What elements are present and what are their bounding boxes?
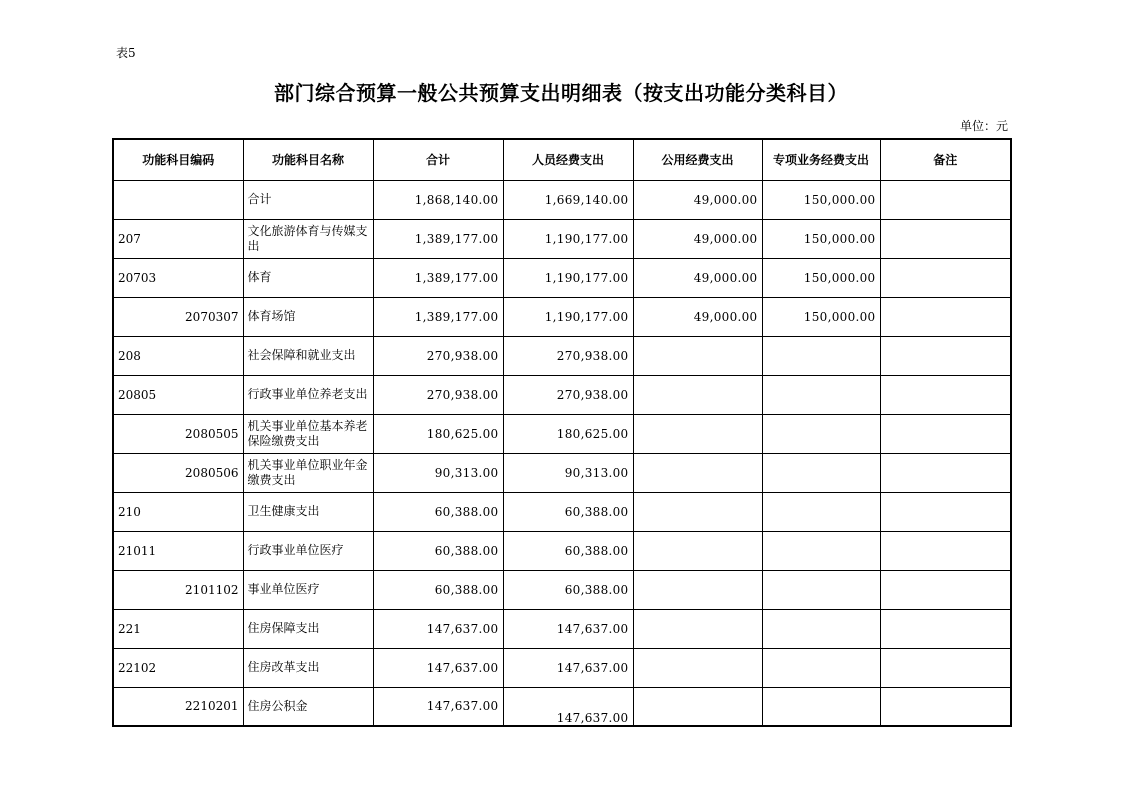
special-cell <box>762 648 880 687</box>
note-cell <box>880 414 1011 453</box>
personnel-cell: 147,637.00 <box>503 609 633 648</box>
column-header: 合计 <box>373 139 503 180</box>
public-cell <box>633 492 762 531</box>
special-cell: 150,000.00 <box>762 297 880 336</box>
code-cell: 207 <box>113 219 243 258</box>
name-cell: 行政事业单位医疗 <box>243 531 373 570</box>
personnel-cell: 1,669,140.00 <box>503 180 633 219</box>
name-cell: 事业单位医疗 <box>243 570 373 609</box>
note-cell <box>880 375 1011 414</box>
name-cell: 住房公积金 <box>243 687 373 726</box>
public-cell: 49,000.00 <box>633 258 762 297</box>
total-cell: 270,938.00 <box>373 336 503 375</box>
total-cell: 147,637.00 <box>373 609 503 648</box>
personnel-cell: 180,625.00 <box>503 414 633 453</box>
note-cell <box>880 570 1011 609</box>
note-cell <box>880 453 1011 492</box>
code-cell: 210 <box>113 492 243 531</box>
note-cell <box>880 609 1011 648</box>
name-cell: 机关事业单位职业年金缴费支出 <box>243 453 373 492</box>
table-row <box>113 609 1011 648</box>
form-code: 表5 <box>116 46 136 60</box>
special-cell <box>762 375 880 414</box>
code-cell: 20703 <box>113 258 243 297</box>
code-cell: 2101102 <box>113 570 243 609</box>
special-cell: 150,000.00 <box>762 258 880 297</box>
total-cell: 1,868,140.00 <box>373 180 503 219</box>
personnel-cell: 147,637.00 <box>503 648 633 687</box>
unit-label: 单位：元 <box>959 119 1008 133</box>
total-cell: 60,388.00 <box>373 531 503 570</box>
table-body <box>113 180 1011 726</box>
public-cell <box>633 648 762 687</box>
special-cell <box>762 492 880 531</box>
table-row <box>113 219 1011 258</box>
code-cell: 22102 <box>113 648 243 687</box>
code-cell: 21011 <box>113 531 243 570</box>
code-cell: 2080505 <box>113 414 243 453</box>
code-cell: 221 <box>113 609 243 648</box>
total-cell: 147,637.00 <box>373 687 503 726</box>
table-row <box>113 492 1011 531</box>
table-row <box>113 687 1011 726</box>
total-cell: 180,625.00 <box>373 414 503 453</box>
public-cell <box>633 570 762 609</box>
personnel-cell: 1,190,177.00 <box>503 219 633 258</box>
special-cell <box>762 687 880 726</box>
personnel-cell: 270,938.00 <box>503 336 633 375</box>
personnel-cell: 60,388.00 <box>503 531 633 570</box>
code-cell: 2070307 <box>113 297 243 336</box>
code-cell: 208 <box>113 336 243 375</box>
public-cell: 49,000.00 <box>633 180 762 219</box>
public-cell <box>633 336 762 375</box>
total-cell: 90,313.00 <box>373 453 503 492</box>
special-cell: 150,000.00 <box>762 180 880 219</box>
total-cell: 1,389,177.00 <box>373 219 503 258</box>
code-cell <box>113 180 243 219</box>
table-row <box>113 258 1011 297</box>
code-cell: 2210201 <box>113 687 243 726</box>
note-cell <box>880 297 1011 336</box>
total-cell: 1,389,177.00 <box>373 297 503 336</box>
total-cell: 1,389,177.00 <box>373 258 503 297</box>
personnel-cell: 60,388.00 <box>503 570 633 609</box>
budget-table <box>112 138 1012 727</box>
personnel-cell: 1,190,177.00 <box>503 297 633 336</box>
note-cell <box>880 687 1011 726</box>
header-row <box>113 139 1011 180</box>
table-row <box>113 414 1011 453</box>
note-cell <box>880 219 1011 258</box>
public-cell: 49,000.00 <box>633 297 762 336</box>
table-row <box>113 648 1011 687</box>
name-cell: 合计 <box>243 180 373 219</box>
public-cell <box>633 414 762 453</box>
column-header: 专项业务经费支出 <box>762 139 880 180</box>
table-row <box>113 336 1011 375</box>
special-cell: 150,000.00 <box>762 219 880 258</box>
total-cell: 147,637.00 <box>373 648 503 687</box>
special-cell <box>762 336 880 375</box>
special-cell <box>762 453 880 492</box>
personnel-cell: 1,190,177.00 <box>503 258 633 297</box>
note-cell <box>880 648 1011 687</box>
name-cell: 机关事业单位基本养老保险缴费支出 <box>243 414 373 453</box>
note-cell <box>880 258 1011 297</box>
name-cell: 住房保障支出 <box>243 609 373 648</box>
column-header: 人员经费支出 <box>503 139 633 180</box>
table-row <box>113 570 1011 609</box>
public-cell: 49,000.00 <box>633 219 762 258</box>
column-header: 公用经费支出 <box>633 139 762 180</box>
special-cell <box>762 531 880 570</box>
note-cell <box>880 531 1011 570</box>
personnel-cell: 270,938.00 <box>503 375 633 414</box>
special-cell <box>762 414 880 453</box>
total-cell: 60,388.00 <box>373 492 503 531</box>
table-row <box>113 180 1011 219</box>
name-cell: 行政事业单位养老支出 <box>243 375 373 414</box>
code-cell: 2080506 <box>113 453 243 492</box>
code-cell: 20805 <box>113 375 243 414</box>
personnel-cell: 60,388.00 <box>503 492 633 531</box>
note-cell <box>880 180 1011 219</box>
column-header: 功能科目编码 <box>113 139 243 180</box>
name-cell: 体育 <box>243 258 373 297</box>
name-cell: 社会保障和就业支出 <box>243 336 373 375</box>
special-cell <box>762 570 880 609</box>
note-cell <box>880 492 1011 531</box>
name-cell: 体育场馆 <box>243 297 373 336</box>
public-cell <box>633 609 762 648</box>
page-title: 部门综合预算一般公共预算支出明细表（按支出功能分类科目） <box>274 81 848 105</box>
personnel-cell: 90,313.00 <box>503 453 633 492</box>
note-cell <box>880 336 1011 375</box>
table-row <box>113 531 1011 570</box>
table-row <box>113 375 1011 414</box>
name-cell: 住房改革支出 <box>243 648 373 687</box>
column-header: 功能科目名称 <box>243 139 373 180</box>
name-cell: 卫生健康支出 <box>243 492 373 531</box>
public-cell <box>633 531 762 570</box>
public-cell <box>633 687 762 726</box>
table-row <box>113 453 1011 492</box>
public-cell <box>633 375 762 414</box>
total-cell: 270,938.00 <box>373 375 503 414</box>
name-cell: 文化旅游体育与传媒支出 <box>243 219 373 258</box>
personnel-cell: 147,637.00 <box>503 687 633 726</box>
column-header: 备注 <box>880 139 1011 180</box>
table-row <box>113 297 1011 336</box>
total-cell: 60,388.00 <box>373 570 503 609</box>
special-cell <box>762 609 880 648</box>
public-cell <box>633 453 762 492</box>
